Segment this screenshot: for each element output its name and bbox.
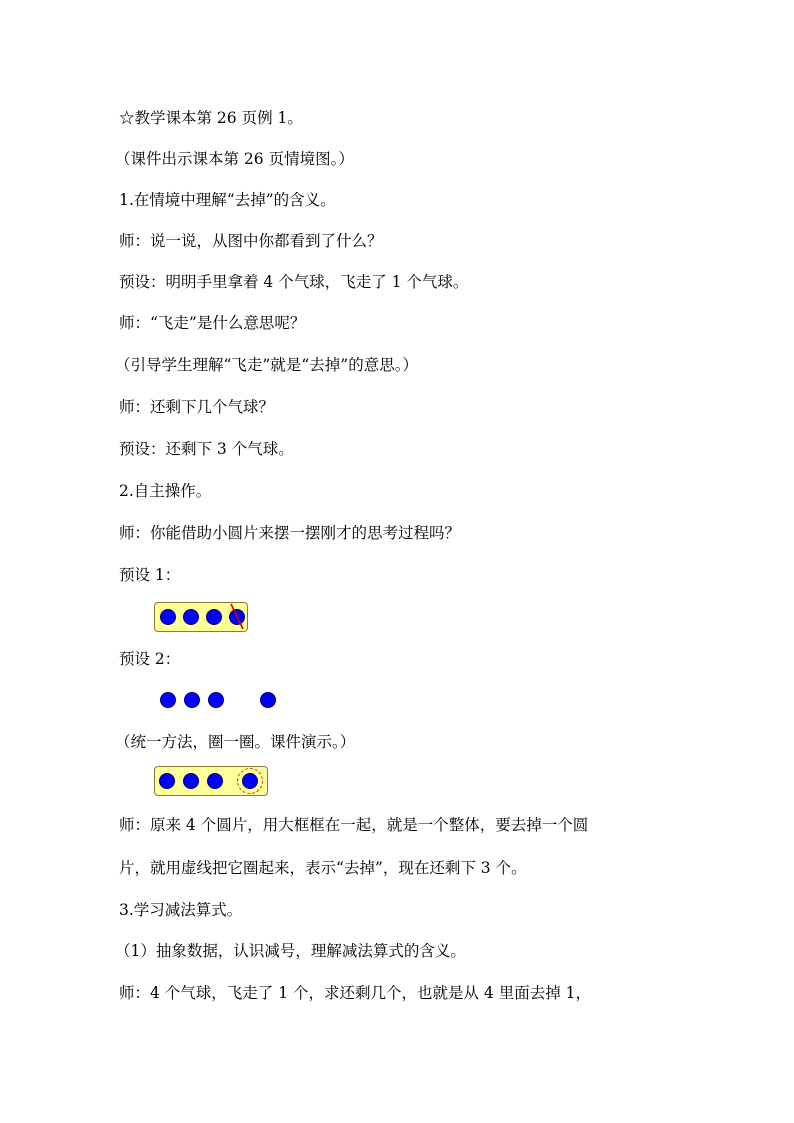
text-line-5: 预设：明明手里拿着 4 个气球，飞走了 1 个气球。 [119, 273, 469, 291]
text-line-3: 1.在情境中理解“去掉”的含义。 [119, 191, 336, 209]
text-line-11: 师：你能借助小圆片来摆一摆刚才的思考过程吗？ [119, 524, 461, 542]
text-line-10: 2.自主操作。 [119, 482, 212, 500]
chip-3 [207, 773, 223, 789]
chip-1 [160, 692, 176, 708]
text-line-19: 师：4 个气球，飞走了 1 个，求还剩几个，也就是从 4 里面去掉 1， [119, 984, 592, 1002]
chip-2 [184, 692, 200, 708]
circle-chips-diagram-separated [158, 690, 278, 710]
text-line-13: 预设 2： [119, 650, 181, 668]
text-line-1: ☆教学课本第 26 页例 1。 [119, 109, 303, 127]
text-line-17: 3.学习减法算式。 [119, 901, 243, 919]
chip-3 [208, 692, 224, 708]
text-line-4: 师：说一说，从图中你都看到了什么？ [119, 232, 383, 250]
removal-slash [154, 602, 248, 632]
circle-chips-diagram-dashed-circle [154, 766, 268, 796]
text-line-8: 师：还剩下几个气球？ [119, 398, 275, 416]
text-line-16: 片，就用虚线把它圈起来，表示“去掉”，现在还剩下 3 个。 [119, 859, 527, 877]
chip-4-circled [242, 773, 258, 789]
text-line-12: 预设 1： [119, 566, 181, 584]
text-line-2: （课件出示课本第 26 页情境图。） [115, 150, 354, 168]
text-line-9: 预设：还剩下 3 个气球。 [119, 440, 294, 458]
chip-1 [159, 773, 175, 789]
chip-4-separated [260, 692, 276, 708]
text-line-15: 师：原来 4 个圆片，用大框框在一起，就是一个整体，要去掉一个圆 [119, 816, 589, 834]
circle-chips-diagram-slash [154, 602, 248, 632]
text-line-18: （1）抽象数据，认识减号，理解减法算式的含义。 [115, 942, 466, 960]
chip-2 [183, 773, 199, 789]
text-line-14: （统一方法，圈一圈。课件演示。） [115, 733, 356, 751]
text-line-6: 师：“飞走”是什么意思呢？ [119, 314, 306, 332]
text-line-7: （引导学生理解“飞走”就是“去掉”的意思。） [115, 356, 418, 374]
